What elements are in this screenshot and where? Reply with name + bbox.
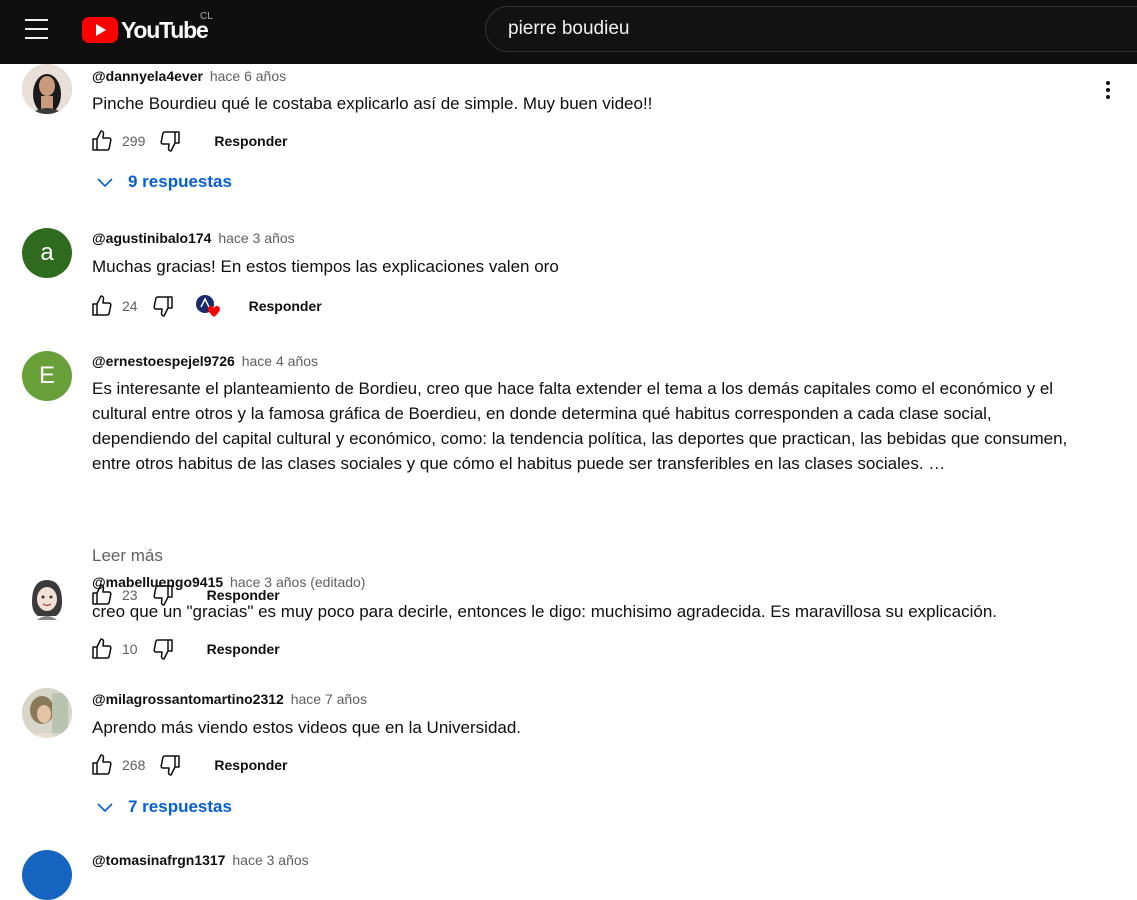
logo-text: YouTube xyxy=(121,16,208,43)
reply-button[interactable]: Responder xyxy=(248,298,322,314)
avatar[interactable] xyxy=(22,688,72,738)
youtube-play-icon xyxy=(82,17,118,43)
comment-author[interactable]: @agustinibalo174 xyxy=(92,230,212,246)
reply-button[interactable]: Responder xyxy=(214,757,288,773)
comment-time[interactable]: hace 6 años xyxy=(209,68,287,84)
top-bar xyxy=(0,0,1137,64)
comment-text: creo que un "gracias" es muy poco para decirle, entonces le digo: muchisimo agradecida. Es maravillosa su explicación. xyxy=(92,602,998,621)
like-icon[interactable] xyxy=(90,637,114,661)
comment-text: Es interesante el planteamiento de Bordieu, creo que hace falta extender el tema a los demás capitales como el económico y el cultural entre otros y la famosa gráfica de Boerdieu, en donde determina qué habitus corresponden a cada clase social, dependiendo del capital cultural y económico, como: la tendencia política, las deportes que practican, las bebidas que consumen, entre otros habitus de las clases sociales y que cómo el habitus puede ser transferibles en las clases sociales. … xyxy=(92,379,1068,473)
like-count: 268 xyxy=(122,757,146,773)
comment-author[interactable]: @dannyela4ever xyxy=(92,68,203,84)
dislike-icon[interactable] xyxy=(151,637,175,661)
comment-time[interactable]: hace 3 años xyxy=(218,230,295,246)
comment-header xyxy=(92,230,295,246)
avatar-letter: E xyxy=(38,362,55,389)
comment-author[interactable]: @tomasinafrgn1317 xyxy=(92,852,226,868)
comment-actions xyxy=(90,291,322,321)
comment-text: Muchas gracias! En estos tiempos las explicaciones valen oro xyxy=(92,257,559,276)
user-photo-icon xyxy=(22,64,72,114)
cartoon-avatar-icon xyxy=(22,572,72,622)
comment-header xyxy=(92,691,367,707)
comment-author[interactable]: @mabelluengo9415 xyxy=(92,574,224,590)
dislike-icon[interactable] xyxy=(151,294,175,318)
like-icon[interactable] xyxy=(90,753,114,777)
menu-icon[interactable] xyxy=(25,18,49,42)
comment-author[interactable]: @ernestoespejel9726 xyxy=(92,353,235,369)
reply-button[interactable]: Responder xyxy=(206,641,280,657)
avatar-letter: a xyxy=(40,239,54,266)
comment-time[interactable]: hace 3 años (editado) xyxy=(230,574,366,590)
read-more-button[interactable]: Leer más xyxy=(92,546,163,565)
avatar[interactable] xyxy=(22,64,72,114)
youtube-logo[interactable] xyxy=(82,16,208,44)
user-photo-icon xyxy=(22,688,72,738)
like-count: 23 xyxy=(122,587,138,603)
replies-count: 7 respuestas xyxy=(128,797,232,816)
comment-text: Pinche Bourdieu qué le costaba explicarlo así de simple. Muy buen video!! xyxy=(92,94,653,113)
comment-time[interactable]: hace 4 años xyxy=(241,353,319,369)
comment-header xyxy=(92,353,318,369)
replies-toggle[interactable] xyxy=(95,172,232,192)
chevron-down-icon xyxy=(95,797,115,817)
dislike-icon[interactable] xyxy=(158,129,182,153)
more-options-icon[interactable] xyxy=(1096,78,1120,102)
chevron-down-icon xyxy=(95,172,115,192)
avatar[interactable] xyxy=(22,572,72,622)
comment-time[interactable]: hace 3 años xyxy=(232,852,309,868)
avatar[interactable] xyxy=(22,351,72,401)
comment-text: Aprendo más viendo estos videos que en la Universidad. xyxy=(92,718,522,737)
creator-heart-badge xyxy=(195,294,223,318)
comment-author[interactable]: @milagrossantomartino2312 xyxy=(92,691,284,707)
like-icon[interactable] xyxy=(90,129,114,153)
like-count: 299 xyxy=(122,133,146,149)
comment-time[interactable]: hace 7 años xyxy=(290,691,368,707)
like-icon[interactable] xyxy=(90,294,114,318)
replies-count: 9 respuestas xyxy=(128,172,232,191)
search-box[interactable] xyxy=(485,6,1137,52)
comment-actions xyxy=(90,634,280,664)
avatar[interactable] xyxy=(22,850,72,900)
comment-actions xyxy=(90,126,287,156)
comment-header xyxy=(92,852,309,868)
reply-button[interactable]: Responder xyxy=(206,587,280,603)
comment-header xyxy=(92,574,365,590)
comment-header xyxy=(92,68,286,84)
avatar[interactable] xyxy=(22,228,72,278)
creator-heart-icon xyxy=(195,294,223,318)
search-input[interactable] xyxy=(506,17,1110,41)
like-count: 24 xyxy=(122,298,138,314)
region-code: CL xyxy=(200,11,213,22)
like-count: 10 xyxy=(122,641,138,657)
comment-actions xyxy=(90,750,287,780)
dislike-icon[interactable] xyxy=(158,753,182,777)
replies-toggle[interactable] xyxy=(95,797,232,817)
reply-button[interactable]: Responder xyxy=(214,133,288,149)
